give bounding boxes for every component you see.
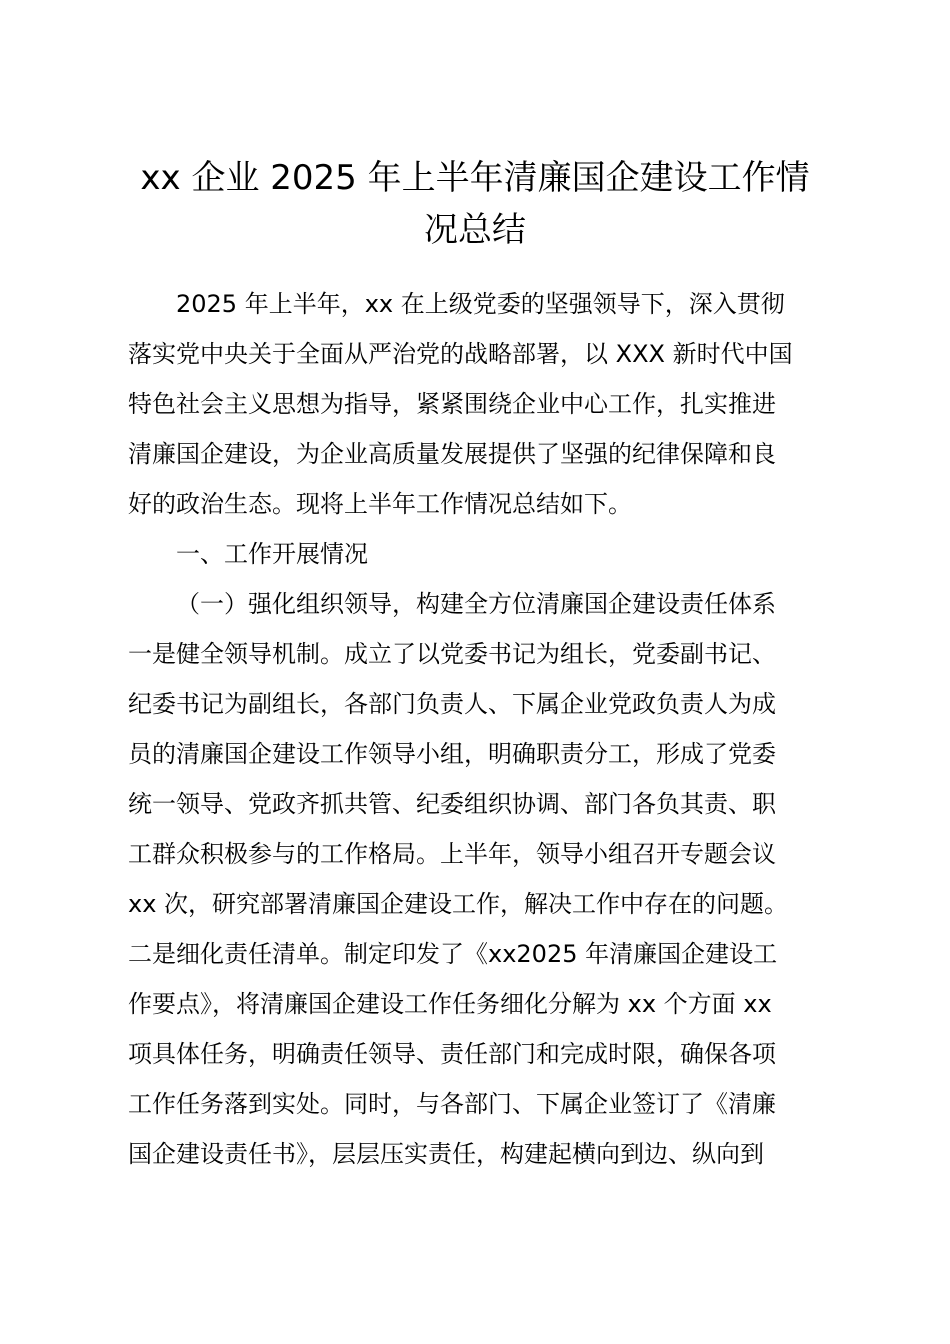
paragraph-line: 一是健全领导机制。成立了以党委书记为组长，党委副书记、	[128, 640, 776, 668]
paragraph-line: 工群众积极参与的工作格局。上半年，领导小组召开专题会议	[128, 840, 776, 868]
paragraph-line: 项具体任务，明确责任领导、责任部门和完成时限，确保各项	[128, 1040, 776, 1068]
paragraph-line: 2025 年上半年，xx 在上级党委的坚强领导下，深入贯彻	[176, 290, 785, 318]
document-title-line-2: 况总结	[424, 210, 526, 250]
paragraph-line: 二是细化责任清单。制定印发了《xx2025 年清廉国企建设工	[128, 940, 778, 968]
paragraph-line: 工作任务落到实处。同时，与各部门、下属企业签订了《清廉	[128, 1090, 776, 1118]
paragraph-line: 清廉国企建设，为企业高质量发展提供了坚强的纪律保障和良	[128, 440, 776, 468]
paragraph-line: 好的政治生态。现将上半年工作情况总结如下。	[128, 490, 632, 518]
paragraph-line: 统一领导、党政齐抓共管、纪委组织协调、部门各负其责、职	[128, 790, 776, 818]
section-heading: 一、工作开展情况	[176, 540, 368, 568]
document-title-line-1: xx 企业 2025 年上半年清廉国企建设工作情	[140, 158, 810, 198]
paragraph-line: 国企建设责任书》，层层压实责任，构建起横向到边、纵向到	[128, 1140, 764, 1168]
paragraph-line: 特色社会主义思想为指导，紧紧围绕企业中心工作，扎实推进	[128, 390, 776, 418]
paragraph-line: 落实党中央关于全面从严治党的战略部署，以 XXX 新时代中国	[128, 340, 793, 368]
paragraph-line: 纪委书记为副组长，各部门负责人、下属企业党政负责人为成	[128, 690, 776, 718]
subsection-heading: （一）强化组织领导，构建全方位清廉国企建设责任体系	[176, 590, 776, 618]
paragraph-line: 员的清廉国企建设工作领导小组，明确职责分工，形成了党委	[128, 740, 776, 768]
paragraph-line: 作要点》，将清廉国企建设工作任务细化分解为 xx 个方面 xx	[128, 990, 772, 1018]
paragraph-line: xx 次，研究部署清廉国企建设工作，解决工作中存在的问题。	[128, 890, 789, 918]
